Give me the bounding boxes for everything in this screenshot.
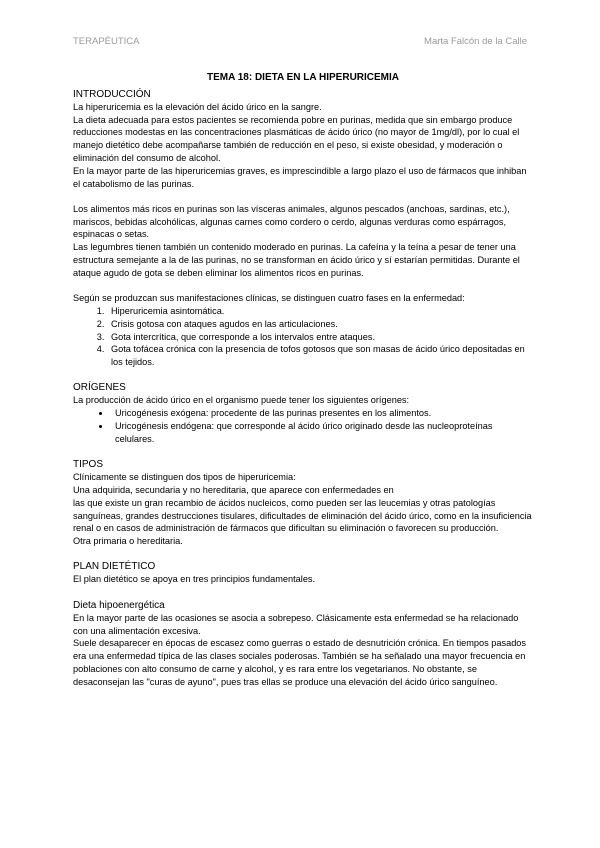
paragraph: La producción de ácido úrico en el organismo puede tener los siguientes orígenes:	[73, 395, 410, 406]
origins-list	[73, 407, 533, 445]
header-subject: TERAPÉUTICA	[73, 36, 140, 47]
paragraph: El plan dietético se apoya en tres principios fundamentales.	[73, 574, 316, 585]
paragraph: las que existe un gran recambio de ácidos nucleicos, como pueden ser las leucemias y otras patologías sanguíneas, grandes destrucciones tisulares, dificultades de eliminación del ácido úrico, como en la insuficiencia renal o en casos de administración de fármacos que dificultan su eliminación o favorecen su producción.	[73, 497, 532, 534]
paragraph: La hiperuricemia es la elevación del ácido úrico en la sangre.	[73, 101, 322, 112]
paragraph: En la mayor parte de las hiperuricemias graves, es imprescindible a largo plazo el uso de fármacos que inhiban el catabolismo de las purinas.	[73, 165, 527, 189]
paragraph: Clínicamente se distinguen dos tipos de hiperuricemia:	[73, 472, 296, 483]
paragraph: Las legumbres tienen también un contenido moderado en purinas. La cafeína y la teína a pesar de tener una estructura semejante a la de las purinas, no se transforman en ácido úrico y sí estarían permitidas. Durante el ataque agudo de gota se deben eliminar los alimentos ricos en purinas.	[73, 242, 520, 278]
section-heading-introduccion: INTRODUCCIÓN	[73, 88, 151, 100]
section-heading-tipos: TIPOS	[73, 459, 104, 471]
paragraph: En la mayor parte de las ocasiones se asocia a sobrepeso. Clásicamente esta enfermedad se ha relacionado con una alimentación excesiva.	[73, 612, 519, 636]
section-heading-origenes: ORÍGENES	[73, 382, 126, 394]
list-item: 4. Gota tofácea crónica con la presencia de tofos gotosos que son masas de ácido úrico depositadas en los tejidos.	[107, 343, 533, 369]
subheading-dieta-hipoenergetica: Dieta hipoenergética	[73, 599, 165, 611]
paragraph: Una adquirida, secundaria y no hereditaria, que aparece con enfermedades en	[73, 484, 394, 495]
document-body	[73, 72, 533, 688]
document-title: TEMA 18: DIETA EN LA HIPERURICEMIA	[206, 72, 400, 83]
phases-list	[73, 305, 533, 369]
paragraph: Otra primaria o hereditaria.	[73, 536, 183, 547]
paragraph: Los alimentos más ricos en purinas son las vísceras animales, algunos pescados (anchoas, sardinas, etc.), mariscos, bebidas alcohólicas, algunas carnes como cordero o cerdo, algunas verduras como espárragos, espinacas o setas.	[73, 203, 510, 240]
list-item: • Uricogénesis endógena: que corresponde al ácido úrico originado desde las nucleoproteínas celulares.	[111, 420, 533, 446]
paragraph: La dieta adecuada para estos pacientes se recomienda pobre en purinas, medida que sin embargo produce reducciones modestas en las concentraciones plasmáticas de ácido úrico (no mayor de 1mg/dl), por lo cual el manejo dietético debe acompañarse también de reducción en el peso, si existe obesidad, y moderación o eliminación del consumo de alcohol.	[73, 114, 520, 163]
list-item: 2. Crisis gotosa con ataques agudos en las articulaciones.	[107, 318, 533, 331]
paragraph: Suele desaparecer en épocas de escasez como guerras o estado de desnutrición crónica. En tiempos pasados era una enfermedad típica de las clases sociales poderosas. También se ha señalado una mayor frecuencia en poblaciones con alto consumo de carne y alcohol, y es rara entre los vegetarianos. No obstante, se desaconsejan las "curas de ayuno", pues tras ellas se produce una elevación del ácido úrico sanguíneo.	[73, 638, 527, 687]
paragraph: Según se produzcan sus manifestaciones clínicas, se distinguen cuatro fases en la enfermedad:	[73, 293, 465, 304]
list-item: • Uricogénesis exógena: procedente de las purinas presentes en los alimentos.	[111, 407, 533, 420]
list-item: 1. Hiperuricemia asintomática.	[107, 305, 533, 318]
header-author: Marta Falcón de la Calle	[424, 36, 527, 47]
section-heading-plan-dietetico: PLAN DIETÉTICO	[73, 561, 156, 573]
list-item: 3. Gota intercrítica, que corresponde a los intervalos entre ataques.	[107, 331, 533, 344]
